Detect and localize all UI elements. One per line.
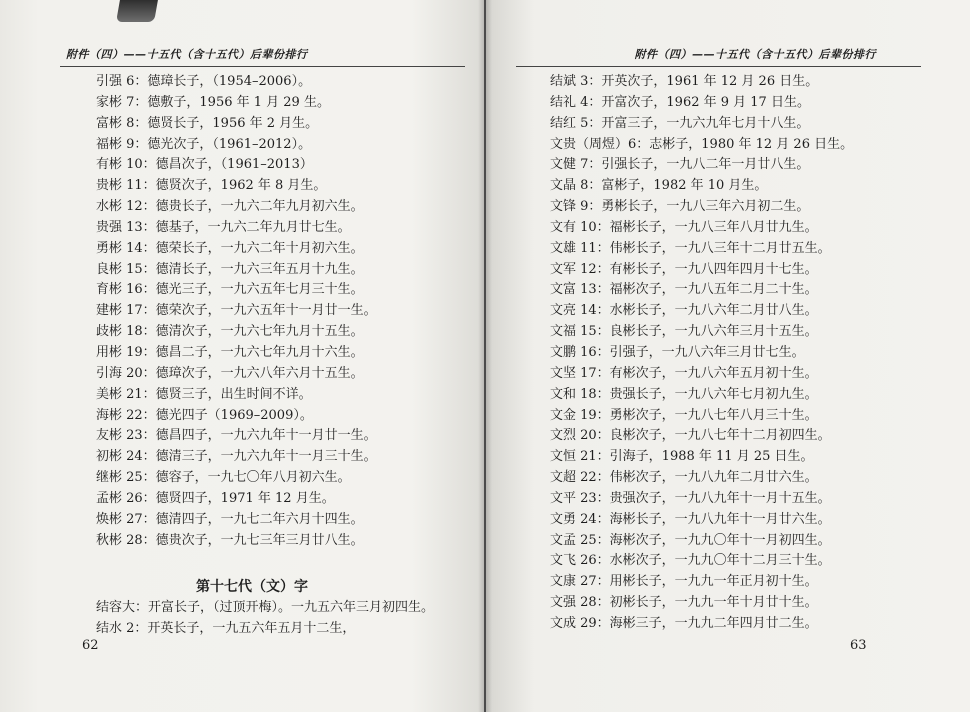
entry-line: 引强 6：德璋长子，（1954–2006）。: [96, 74, 312, 89]
entry-line: 福彬 9：德光次子，（1961–2012）。: [96, 136, 312, 152]
entry-line: 美彬 21：德贤三子，出生时间不详。: [96, 386, 312, 402]
entry-line: 文有 10：福彬长子，一九八三年八月廿九生。: [550, 219, 818, 235]
entry-line: 文鹏 16：引强子，一九八六年三月廿七生。: [550, 344, 805, 360]
entry-line: 继彬 25：德容子，一九七〇年八月初六生。: [96, 470, 351, 486]
entry-line: 歧彬 18：德清次子，一九六七年九月十五生。: [96, 324, 364, 340]
entry-line: 有彬 10：德昌次子，（1961–2013）: [96, 157, 313, 173]
entry-line: 结礼 4：开富次子，1962 年 9 月 17 日生。: [550, 94, 810, 110]
entry-line: 文锋 9：勇彬长子，一九八三年六月初二生。: [550, 199, 810, 215]
entry-line: 文军 12：有彬长子，一九八四年四月十七生。: [550, 261, 818, 277]
entry-line: 结斌 3：开英次子，1961 年 12 月 26 日生。: [550, 74, 819, 89]
entry-line: 富彬 8：德贤长子，1956 年 2 月生。: [96, 115, 319, 131]
entry-line: 良彬 15：德清长子，一九六三年五月十九生。: [96, 261, 364, 277]
entry-line: 文坚 17：有彬次子，一九八六年五月初十生。: [550, 365, 818, 381]
entry-line: 文金 19：勇彬次子，一九八七年八月三十生。: [550, 407, 818, 423]
entry-line: 文康 27：用彬长子，一九九一年正月初十生。: [550, 574, 818, 590]
binder-clip: [116, 0, 158, 22]
entry-line: 文和 18：贵强长子，一九八六年七月初九生。: [550, 386, 818, 402]
entry-line: 结水 2：开英长子，一九五六年五月十二生，: [96, 620, 356, 636]
entry-line: 贵强 13：德基子，一九六二年九月廿七生。: [96, 219, 351, 235]
entry-line: 水彬 12：德贵长子，一九六二年九月初六生。: [96, 199, 364, 215]
entry-line: 文富 13：福彬次子，一九八五年二月二十生。: [550, 282, 818, 298]
entry-line: 文烈 20：良彬次子，一九八七年十二月初四生。: [550, 428, 831, 444]
left-header-rule: [60, 66, 465, 67]
left-entry-list: [96, 72, 377, 551]
entry-line: 焕彬 27：德清四子，一九七二年六月十四生。: [96, 511, 364, 527]
entry-line: 友彬 23：德昌四子，一九六九年十一月廿一生。: [96, 428, 377, 444]
entry-line: 育彬 16：德光三子，一九六五年七月三十生。: [96, 282, 364, 298]
entry-line: 初彬 24：德清三子，一九六九年十一月三十生。: [96, 449, 377, 465]
entry-line: 文恒 21：引海子，1988 年 11 月 25 日生。: [550, 449, 814, 465]
right-entry-list: [550, 72, 853, 635]
right-header-rule: [516, 66, 921, 67]
entry-line: 勇彬 14：德荣长子，一九六二年十月初六生。: [96, 240, 364, 256]
left-page: [0, 0, 484, 712]
entry-line: 秋彬 28：德贵次子，一九七三年三月廿八生。: [96, 532, 364, 548]
entry-line: 贵彬 11：德贤次子，1962 年 8 月生。: [96, 178, 327, 194]
entry-line: 文亮 14：水彬长子，一九八六年二月廿八生。: [550, 303, 818, 319]
entry-line: 孟彬 26：德贤四子，1971 年 12 月生。: [96, 490, 335, 506]
left-page-number: 62: [82, 638, 99, 653]
entry-line: 文勇 24：海彬长子，一九八九年十一月廿六生。: [550, 511, 831, 527]
entry-line: 结容大：开富长子，（过顶开梅）。一九五六年三月初四生。: [96, 600, 435, 615]
right-page-number: 63: [850, 638, 867, 653]
entry-line: 用彬 19：德昌二子，一九六七年九月十六生。: [96, 344, 364, 360]
entry-line: 文福 15：良彬长子，一九八六年三月十五生。: [550, 324, 818, 340]
entry-line: 文成 29：海彬三子，一九九二年四月廿二生。: [550, 615, 818, 631]
entry-line: 文雄 11：伟彬长子，一九八三年十二月廿五生。: [550, 240, 831, 256]
entry-line: 结红 5：开富三子，一九六九年七月十八生。: [550, 115, 810, 131]
right-page: [486, 0, 970, 712]
entry-line: 文飞 26：水彬次子，一九九〇年十二月三十生。: [550, 553, 831, 569]
left-running-header: 附件（四）——十五代（含十五代）后辈份排行: [66, 48, 308, 61]
book-gutter: [478, 0, 492, 712]
left-tail-list: [96, 598, 434, 640]
entry-line: 引海 20：德璋次子，一九六八年六月十五生。: [96, 365, 364, 381]
entry-line: 文平 23：贵强次子，一九八九年十一月十五生。: [550, 490, 831, 506]
entry-line: 海彬 22：德光四子（1969–2009）。: [96, 407, 313, 423]
entry-line: 文超 22：伟彬次子，一九八九年二月廿六生。: [550, 470, 818, 486]
section-title: 第十七代（文）字: [196, 579, 308, 595]
entry-line: 文贵（周煜）6：志彬子，1980 年 12 月 26 日生。: [550, 136, 854, 152]
entry-line: 文孟 25：海彬次子，一九九〇年十一月初四生。: [550, 532, 831, 548]
entry-line: 家彬 7：德敷子，1956 年 1 月 29 生。: [96, 94, 330, 110]
right-running-header: 附件（四）——十五代（含十五代）后辈份排行: [634, 48, 876, 61]
entry-line: 建彬 17：德荣次子，一九六五年十一月廿一生。: [96, 303, 377, 319]
entry-line: 文健 7：引强长子，一九八二年一月廿八生。: [550, 157, 810, 173]
entry-line: 文晶 8：富彬子，1982 年 10 月生。: [550, 178, 768, 194]
entry-line: 文强 28：初彬长子，一九九一年十月廿十生。: [550, 595, 818, 611]
